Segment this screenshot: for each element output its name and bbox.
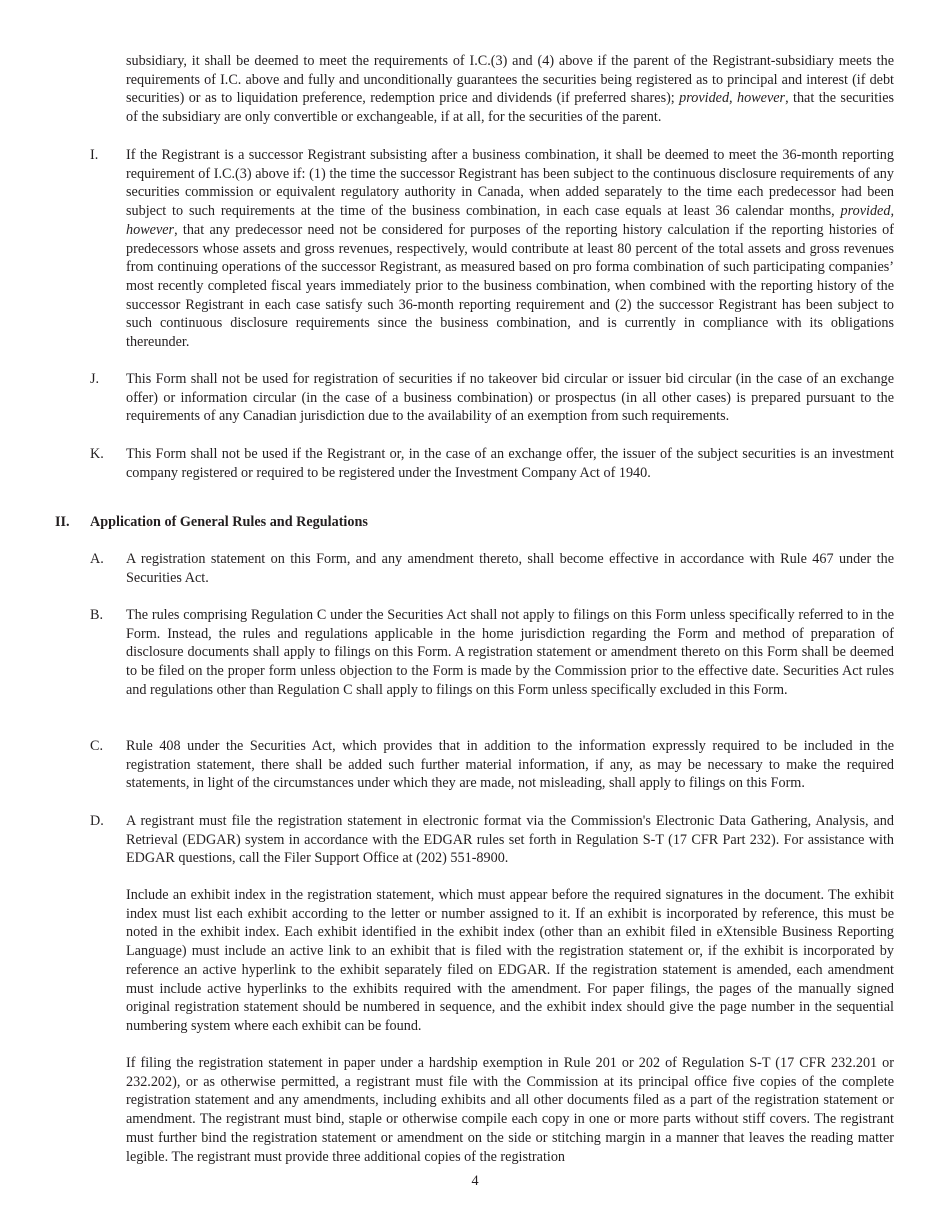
item-label-j: J. (90, 371, 100, 387)
item-label-k: K. (90, 446, 104, 462)
item-a-paragraph: A registration statement on this Form, and any amendment thereto, shall become effective in accordance with Rule 467 under the Securities Act. (126, 551, 894, 586)
item-j-paragraph: This Form shall not be used for registration of securities if no takeover bid circular or issuer bid circular (in the case of an exchange offer) or information circular (in the case of a business combination) or prospectus (in all other cases) is prepared pursuant to the requirements of any Canadian jurisdiction due to the availability of an exemption from such requirements. (126, 371, 894, 425)
section-heading: Application of General Rules and Regulations (90, 514, 368, 530)
continued-paragraph (126, 52, 894, 127)
item-label-c: C. (90, 738, 104, 754)
item-label-b: B. (90, 607, 104, 623)
italic-phrase: provided, however (126, 203, 894, 238)
paragraph-text: , that any predecessor need not be considered for purposes of the reporting history calculation if the reporting histories of predecessors whose assets and gross revenues, respectively, would contribute at least 80 percent of the total assets and gross revenues from continuing operations of the successor Registrant, as measured based on pro forma combination of such participating companies’ most recently completed fiscal years immediately prior to the business combination, when combined with the reporting history of the successor Registrant in each case satisfy such 36-month reporting requirement and (2) the successor Registrant has been subject to such continuous disclosure requirements since the business combination, and is currently in compliance with its obligations thereunder. (126, 221, 894, 351)
item-label-a: A. (90, 551, 104, 567)
section-number: II. (55, 514, 70, 530)
item-d-paragraph-2: Include an exhibit index in the registration statement, which must appear before the required signatures in the document. The exhibit index must list each exhibit according to the letter or number assigned to it. If an exhibit is incorporated by reference, this must be noted in the exhibit index. Each exhibit identified in the exhibit index (other than an exhibit filed in eXtensible Business Reporting Language) must include an active link to an exhibit that is filed with the registration statement or, if the exhibit is incorporated by reference an active hyperlink to the exhibit separately filed on EDGAR. If the registration statement is amended, each amendment must include active hyperlinks to the exhibits required with the amendment. For paper filings, the pages of the manually signed original registration statement should be numbered in sequence, and the exhibit index should give the page number in the sequential numbering system where each exhibit can be found. (126, 887, 894, 1034)
paragraph-text: subsidiary, it shall be deemed to meet the requirements of I.C.(3) and (4) above if the parent of the Registrant-subsidiary meets the requirements of I.C. above and fully and unconditionally guarantees the securities being registered as to principal and interest (if debt securities) or as to liquidation preference, redemption price and dividends (if preferred shares); (126, 53, 894, 107)
item-k-paragraph: This Form shall not be used if the Registrant or, in the case of an exchange offer, the issuer of the subject securities is an investment company registered or required to be registered under the Investment Company Act of 1940. (126, 446, 894, 481)
paragraph-text: , that the securities of the subsidiary are only convertible or exchangeable, if at all, for the securities of the parent. (126, 90, 895, 126)
item-label-i: I. (90, 147, 99, 163)
item-c-paragraph: Rule 408 under the Securities Act, which provides that in addition to the information expressly required to be included in the registration statement, there shall be added such further material information, if any, as may be necessary to make the required statements, in light of the circumstances under which they are made, not misleading, shall apply to filings on this Form. (126, 738, 894, 792)
item-b-paragraph: The rules comprising Regulation C under the Securities Act shall not apply to filings on this Form unless specifically referred to in the Form. Instead, the rules and regulations applicable in the home jurisdiction regarding the Form and method of preparation of disclosure documents shall apply to filings on this Form. A registration statement or amendment thereto on this Form shall be deemed to be filed on the proper form unless objection to the Form is made by the Commission prior to the effective date. Securities Act rules and regulations other than Regulation C shall apply to filings on this Form unless specifically excluded in this Form. (126, 607, 894, 698)
paragraph-text: If the Registrant is a successor Registrant subsisting after a business combination, it shall be deemed to meet the 36-month reporting requirement of I.C.(3) above if: (1) the time the successor Registrant has been subject to the continuous disclosure requirements of any securities commission or equivalent regulatory authority in Canada, when added separately to the time each predecessor had been subject to such requirements at the time of the business combination, in each case equals at least 36 calendar months, (126, 147, 894, 220)
page-number: 4 (471, 1173, 479, 1189)
item-d-paragraph-1: A registrant must file the registration statement in electronic format via the Commission's Electronic Data Gathering, Analysis, and Retrieval (EDGAR) system in accordance with the EDGAR rules set forth in Regulation S-T (17 CFR Part 232). For assistance with EDGAR questions, call the Filer Support Office at (202) 551-8900. (126, 813, 894, 867)
item-i-paragraph (126, 146, 894, 352)
item-label-d: D. (90, 813, 104, 829)
item-d-paragraph-3: If filing the registration statement in paper under a hardship exemption in Rule 201 or 202 of Regulation S-T (17 CFR 232.201 or 232.202), or as otherwise permitted, a registrant must file with the Commission at its principal office five copies of the complete registration statement and any amendments, including exhibits and all other documents filed as a part of the registration statement or amendment. The registrant must bind, staple or otherwise compile each copy in one or more parts without stiff covers. The registrant must further bind the registration statement or amendment on the side or stitching margin in a manner that leaves the reading matter legible. The registrant must provide three additional copies of the registration (126, 1055, 894, 1165)
italic-phrase: provided, however (679, 90, 786, 107)
